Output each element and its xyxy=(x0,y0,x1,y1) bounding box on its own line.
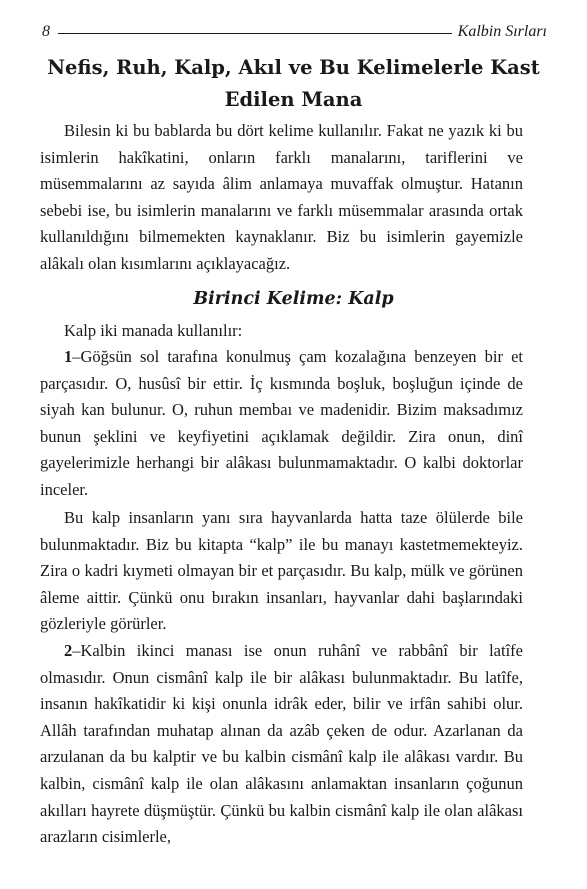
list-item-2 xyxy=(40,638,523,851)
list-item-1-text: –Göğsün sol tarafına konulmuş çam kozalağına benzeyen bir et parçasıdır. O, husûsî bir ettir. İç kısmında boşluk, boşluğun içinde de siyah kan bulunur. O, ruhun membaı ve madenidir. Bizim maksadımız bunun şeklini ve keyfiyetini açıklamak değildir. Zira onun, dinî gayelerimizle herhangi bir alâkası bulunmamaktadır. O kalbi doktorlar inceler. xyxy=(40,347,523,499)
intro-paragraph: Bilesin ki bu bablarda bu dört kelime kullanılır. Fakat ne yazık ki bu isimlerin hakîkatini, onların farklı manalarını, tariflerini ve müsemmalarını az sayıda âlim anlamaya muvaffak olmuştur. Hatanın sebebi ise, bu isimlerin manalarını ve farklı müsemmalar arasında ortak kullanıldığını bilmemekten kaynaklanır. Biz bu isimlerin gayemizle alâkalı olan kısımlarını açıklayacağız. xyxy=(40,121,523,273)
chapter-title-line-1: Nefis, Ruh, Kalp, Akıl ve Bu Kelimelerle Kast xyxy=(47,56,540,79)
chapter-title xyxy=(40,52,547,116)
page-number: 8 xyxy=(42,23,50,40)
list-item-2-number: 2 xyxy=(64,641,73,660)
section-heading: Birinci Kelime: Kalp xyxy=(193,289,394,309)
paragraph-animals: Bu kalp insanların yanı sıra hayvanlarda hatta taze ölülerde bile bulunmaktadır. Biz bu kitapta “kalp” ile bu manayı kastetmemekteyiz. Zira o kadri kıymeti olmayan bir et parçasıdır. Bu kalp, mülk ve görünen âleme aittir. Çünkü onu bırakın insanları, hayvanlar dahi başlarındaki gözleriyle görürler. xyxy=(40,508,523,634)
running-header xyxy=(42,20,547,44)
lead-line: Kalp iki manada kullanılır: xyxy=(64,321,243,340)
chapter-title-line-2: Edilen Mana xyxy=(224,88,363,111)
header-rule xyxy=(58,33,452,34)
running-book-title: Kalbin Sırları xyxy=(457,23,547,40)
list-item-1 xyxy=(40,344,523,504)
list-item-1-number: 1 xyxy=(64,347,73,366)
list-item-2-text: –Kalbin ikinci manası ise onun ruhânî ve rabbânî bir latîfe olmasıdır. Onun cismânî kalp ile bir alâkası bulunmaktadır. Bu latîfe, insanın hakîkatidir ki kişi onunla idrâk eder, bilir ve irfân sahibi olur. Allâh tarafından muhatap alınan da azâb çeken de odur. Azarlanan da arzulanan da bu kalptir ve bu kalbin cismânî kalp ile alâkası vardır. Bu kalbin, cismânî kalp ile olan alâkasını anlamaktan insanların çoğunun akılları hayrete düşmüştür. Çünkü bu kalbin cismânî kalp ile olan alâkası arazların cisimlerle, xyxy=(40,641,523,847)
